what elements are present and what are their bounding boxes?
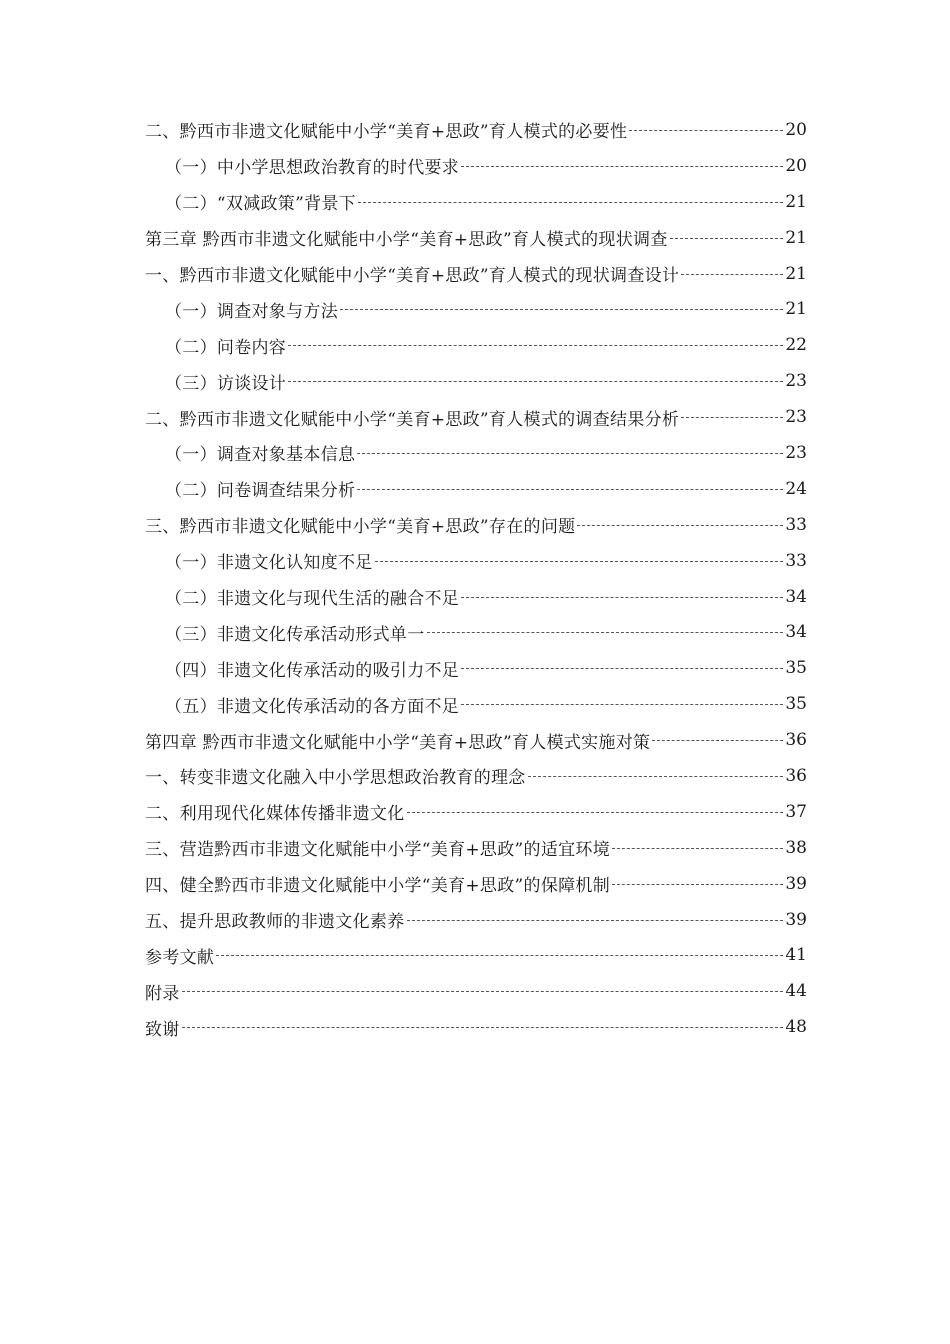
toc-entry[interactable] — [145, 148, 807, 184]
toc-leader — [681, 274, 783, 275]
toc-entry[interactable] — [145, 435, 807, 471]
toc-entry-title: 三、黔西市非遗文化赋能中小学“美育+思政”存在的问题 — [145, 517, 576, 538]
toc-leader — [407, 812, 784, 813]
toc-leader — [357, 489, 783, 490]
toc-entry-title: （二）问卷调查结果分析 — [165, 481, 356, 502]
toc-entry-title: （三）访谈设计 — [165, 373, 287, 394]
toc-leader — [461, 668, 783, 669]
toc-entry[interactable] — [145, 507, 807, 543]
toc-leader — [652, 740, 783, 741]
toc-entry-title: 一、黔西市非遗文化赋能中小学“美育+思政”育人模式的现状调查设计 — [145, 266, 680, 286]
toc-entry-title: 四、健全黔西市非遗文化赋能中小学“美育+思政”的保障机制 — [145, 876, 611, 897]
toc-entry[interactable] — [145, 363, 807, 399]
toc-entry-title: 参考文献 — [145, 947, 215, 968]
toc-entry-title: 二、利用现代化媒体传播非遗文化 — [145, 804, 405, 825]
toc-leader — [629, 130, 783, 131]
toc-entry-page: 39 — [785, 873, 807, 894]
toc-leader — [461, 597, 783, 598]
table-of-contents — [145, 112, 807, 1045]
toc-leader — [577, 525, 783, 526]
toc-entry[interactable] — [145, 614, 807, 650]
toc-entry[interactable] — [145, 722, 807, 758]
toc-entry-page: 41 — [785, 945, 807, 966]
toc-entry-title: （一）中小学思想政治教育的时代要求 — [165, 158, 460, 179]
toc-leader — [461, 166, 783, 167]
toc-entry[interactable] — [145, 256, 807, 292]
toc-entry[interactable] — [145, 220, 807, 256]
toc-entry-page: 38 — [785, 837, 807, 858]
toc-entry-page: 33 — [785, 514, 807, 535]
toc-entry-title: （一）调查对象基本信息 — [165, 445, 356, 466]
toc-leader — [288, 345, 783, 346]
toc-entry-page: 24 — [785, 478, 807, 499]
toc-entry-page: 21 — [785, 299, 807, 320]
toc-entry-title: 致谢 — [145, 1019, 180, 1040]
toc-entry-title: （二）问卷内容 — [165, 337, 287, 358]
toc-entry-page: 35 — [785, 694, 807, 715]
toc-entry-page: 34 — [785, 586, 807, 607]
toc-entry[interactable] — [145, 686, 807, 722]
toc-entry[interactable] — [145, 471, 807, 507]
toc-entry-title: 一、转变非遗文化融入中小学思想政治教育的理念 — [145, 768, 526, 789]
toc-entry-page: 48 — [785, 1017, 807, 1038]
toc-entry-page: 23 — [785, 442, 807, 463]
toc-entry[interactable] — [145, 650, 807, 686]
toc-entry[interactable] — [145, 973, 807, 1009]
toc-entry-page: 33 — [785, 550, 807, 571]
toc-leader — [357, 453, 783, 454]
toc-entry-title: 附录 — [145, 983, 180, 1004]
toc-entry-title: （三）非遗文化传承活动形式单一 — [165, 624, 425, 645]
toc-entry-page: 37 — [785, 801, 807, 822]
toc-entry-page: 23 — [785, 371, 807, 392]
toc-entry[interactable] — [145, 1009, 807, 1045]
toc-leader — [375, 561, 784, 562]
toc-entry[interactable] — [145, 112, 807, 148]
toc-leader — [670, 238, 784, 239]
toc-entry[interactable] — [145, 937, 807, 973]
toc-entry-page: 35 — [785, 658, 807, 679]
toc-leader — [612, 848, 783, 849]
toc-leader — [182, 991, 784, 992]
toc-leader — [528, 776, 784, 777]
toc-entry-page: 23 — [785, 407, 807, 428]
toc-entry-title: 二、黔西市非遗文化赋能中小学“美育+思政”育人模式的必要性 — [145, 122, 628, 143]
toc-entry-title: （二）“双减政策”背景下 — [165, 194, 356, 215]
toc-entry-page: 21 — [785, 263, 807, 284]
toc-entry[interactable] — [145, 291, 807, 327]
toc-entry-page: 39 — [785, 909, 807, 930]
toc-entry[interactable] — [145, 543, 807, 579]
toc-entry-title: 第三章 黔西市非遗文化赋能中小学“美育+思政”育人模式的现状调查 — [145, 230, 668, 251]
toc-entry-title: 三、营造黔西市非遗文化赋能中小学“美育+思政”的适宜环境 — [145, 840, 611, 861]
toc-entry-page: 22 — [785, 335, 807, 356]
toc-entry-page: 36 — [785, 730, 807, 751]
toc-leader — [427, 632, 784, 633]
toc-entry[interactable] — [145, 327, 807, 363]
toc-entry-page: 34 — [785, 622, 807, 643]
toc-leader — [358, 202, 783, 203]
toc-leader — [182, 1027, 784, 1028]
toc-leader — [340, 309, 783, 310]
toc-entry[interactable] — [145, 866, 807, 902]
toc-entry-title: （四）非遗文化传承活动的吸引力不足 — [165, 660, 460, 681]
toc-entry-page: 36 — [785, 765, 807, 786]
toc-entry-page: 44 — [785, 981, 807, 1002]
toc-entry[interactable] — [145, 399, 807, 435]
toc-leader — [681, 417, 783, 418]
toc-entry-page: 21 — [785, 227, 807, 248]
toc-leader — [407, 920, 784, 921]
toc-entry[interactable] — [145, 184, 807, 220]
toc-entry-page: 21 — [785, 191, 807, 212]
toc-entry-title: （二）非遗文化与现代生活的融合不足 — [165, 589, 460, 610]
toc-entry[interactable] — [145, 902, 807, 938]
toc-entry[interactable] — [145, 794, 807, 830]
toc-entry-title: 五、提升思政教师的非遗文化素养 — [145, 912, 405, 933]
toc-entry-title: 二、黔西市非遗文化赋能中小学“美育+思政”育人模式的调查结果分析 — [145, 409, 680, 430]
toc-entry-page: 20 — [785, 119, 807, 140]
toc-leader — [461, 704, 783, 705]
toc-leader — [288, 381, 783, 382]
toc-leader — [216, 955, 783, 956]
toc-entry[interactable] — [145, 579, 807, 615]
toc-entry-title: 第四章 黔西市非遗文化赋能中小学“美育+思政”育人模式实施对策 — [145, 732, 651, 753]
toc-entry[interactable] — [145, 758, 807, 794]
toc-entry-title: （五）非遗文化传承活动的各方面不足 — [165, 696, 460, 717]
toc-entry-page: 20 — [785, 155, 807, 176]
toc-entry[interactable] — [145, 830, 807, 866]
toc-entry-title: （一）非遗文化认知度不足 — [165, 553, 373, 574]
toc-entry-title: （一）调查对象与方法 — [165, 301, 338, 322]
toc-leader — [612, 884, 783, 885]
